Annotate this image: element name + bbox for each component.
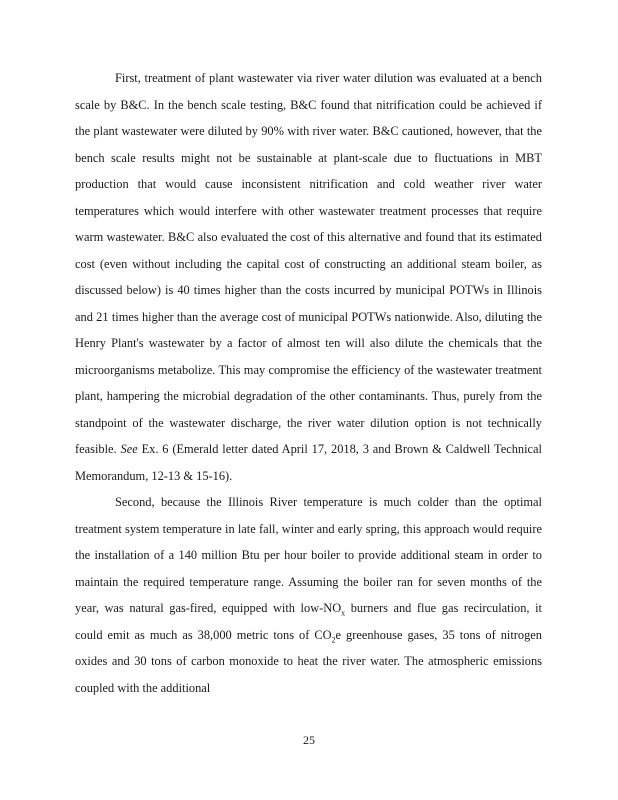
paragraph-2-text-end: e greenhouse gases, 35 tons of nitrogen oxides and 30 tons of carbon monoxide to heat the river water. The atmospheric emissions coupled with the additional xyxy=(75,627,543,695)
paragraph-boiler-emissions xyxy=(75,489,542,701)
see-signal: See xyxy=(120,442,138,456)
paragraph-2-text: Second, because the Illinois River temperature is much colder than the optimal treatment system temperature in late fall, winter and early spring, this approach would require the installation of a 140 million Btu per hour boiler to provide additional steam in order to maintain the required temperature range. Assuming the boiler ran for seven months of the year, was natural gas-fired, equipped with low-NO xyxy=(75,495,542,615)
document-body xyxy=(75,65,542,701)
co2-subscript: 2 xyxy=(331,634,336,644)
paragraph-river-dilution xyxy=(75,65,542,489)
paragraph-1-text: First, treatment of plant wastewater via river water dilution was evaluated at a bench scale by B&C. In the bench scale testing, B&C found that nitrification could be achieved if the plant wastewater were diluted by 90% with river water. B&C cautioned, however, that the bench scale results might not be sustainable at plant-scale due to fluctuations in MBT production that would cause inconsistent nitrification and cold weather river water temperatures which would interfere with other wastewater treatment processes that require warm wastewater. B&C also evaluated the cost of this alternative and found that its estimated cost (even without including the capital cost of constructing an additional steam boiler, as discussed below) is 40 times higher than the costs incurred by municipal POTWs in Illinois and 21 times higher than the average cost of municipal POTWs nationwide. Also, diluting the Henry Plant's wastewater by a factor of almost ten will also dilute the chemicals that the microorganisms metabolize. This may compromise the efficiency of the wastewater treatment plant, hampering the microbial degradation of the other contaminants. Thus, purely from the standpoint of the wastewater discharge, the river water dilution option is not technically feasible. xyxy=(75,71,542,456)
page-number: 25 xyxy=(303,733,315,747)
paragraph-1-citation: Ex. 6 (Emerald letter dated April 17, 2018, 3 and Brown & Caldwell Technical Memorandum, 12-13 & 15-16). xyxy=(75,442,542,483)
paragraph-2-text-cont: burners and flue gas recirculation, it could emit as much as 38,000 metric tons of CO xyxy=(75,601,542,642)
nox-subscript: x xyxy=(341,608,346,618)
